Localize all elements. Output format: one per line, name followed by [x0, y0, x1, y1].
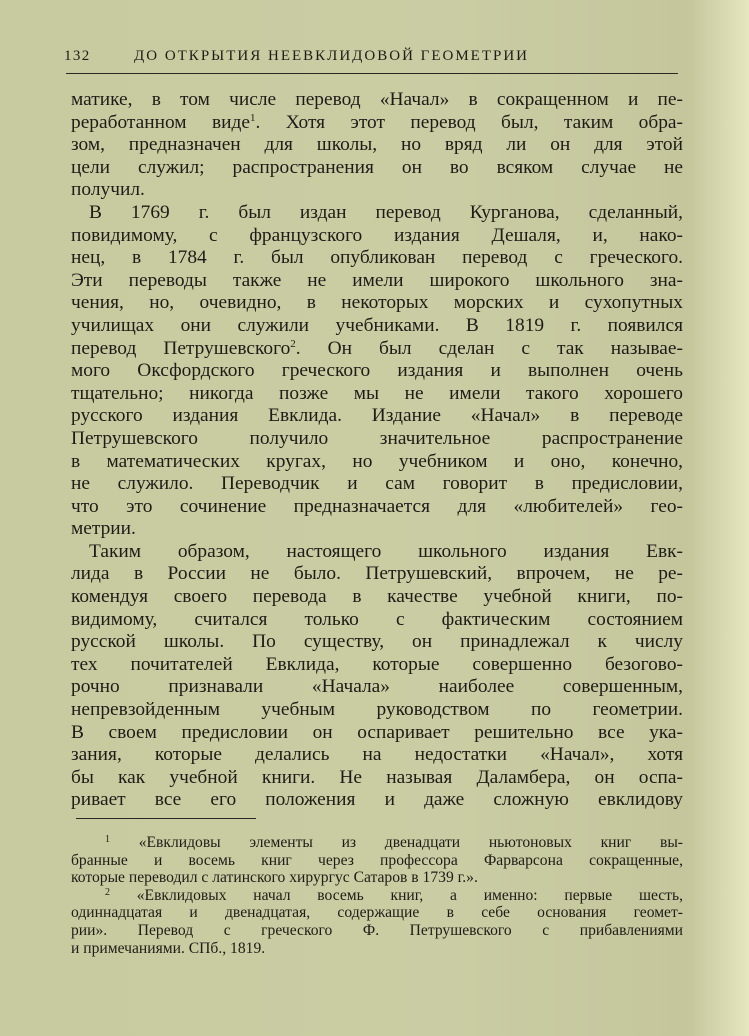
text-line: русского издания Евклида. Издание «Начал» в переводе	[71, 405, 683, 427]
text-line: реработанном виде$^1$. Хотя этот перевод был, таким обра-	[71, 111, 683, 133]
header-rule	[66, 73, 678, 74]
footnote-rule	[76, 818, 256, 819]
footnote-line: $^1$ «Евклидовы элементы из двенадцати ньютоновых книг вы-	[105, 834, 683, 851]
paragraph-3	[71, 541, 683, 812]
footnote-line: $^2$ «Евклидовых начал восемь книг, а именно: первые шесть,	[105, 886, 684, 904]
running-header	[64, 48, 680, 65]
text-line: Петрушевского получило значительное распространение	[71, 427, 683, 449]
footnote-line: одиннадцатая и двенадцатая, содержащие в себе основания геомет-	[71, 904, 683, 922]
text-line: В своем предисловии он оспаривает решительно все ука-	[71, 721, 683, 743]
footnote-line: рии». Перевод с греческого Ф. Петрушевского с прибавлениями	[71, 921, 683, 939]
text-line: повидимому, с французского издания Дешаля, и, нако-	[71, 224, 683, 246]
text-line: бы как учебной книги. Не называя Даламбера, он оспа-	[71, 766, 683, 788]
text-line: непревзойденным учебным руководством по геометрии.	[71, 699, 683, 721]
text-line: чения, но, очевидно, в некоторых морских и сухопутных	[71, 292, 683, 314]
text-line: что это сочинение предназначается для «любителей» гео-	[71, 495, 683, 517]
text-line: рочно признавали «Начала» наиболее совершенным,	[71, 676, 683, 698]
footnote-marker: 2	[105, 886, 110, 898]
footnote-2	[71, 887, 683, 957]
text-line: в математических кругах, но учебником и оно, конечно,	[71, 450, 683, 472]
footnote-ref-2[interactable]: 2	[290, 337, 296, 350]
paragraph-1	[71, 89, 683, 202]
text-line: видимому, считался только с фактическим состоянием	[71, 608, 683, 630]
text-line: тщательно; никогда позже мы не имели такого хорошего	[71, 382, 683, 404]
footnotes	[71, 834, 683, 957]
footnote-line: и примечаниями. СПб., 1819.	[71, 939, 266, 957]
text-line: матике, в том числе перевод «Начал» в сокращенном и пе-	[71, 89, 683, 110]
text-line: зом, предназначен для школы, но вряд ли он для этой	[71, 134, 683, 156]
text-line: В 1769 г. был издан перевод Курганова, сделанный,	[89, 201, 683, 223]
footnote-line: которые переводил с латинского хирургус Сатаров в 1739 г.».	[71, 869, 478, 887]
text-line: тех почитателей Евклида, которые совершенно безогово-	[71, 653, 683, 675]
main-text	[71, 89, 683, 812]
running-title: ДО ОТКРЫТИЯ НЕЕВКЛИДОВОЙ ГЕОМЕТРИИ	[134, 48, 529, 64]
paragraph-2	[71, 202, 683, 541]
text-line: лида в России не было. Петрушевский, впрочем, не ре-	[71, 563, 683, 585]
page-number: 132	[64, 48, 91, 64]
text-line: ривает все его положения и даже сложную евклидову	[71, 789, 683, 811]
text-line: мого Оксфордского греческого издания и выполнен очень	[71, 360, 683, 382]
text-line: Таким образом, настоящего школьного издания Евк-	[89, 540, 683, 562]
text-line: русской школы. По существу, он принадлежал к числу	[71, 631, 683, 653]
footnote-line: бранные и восемь книг через профессора Фарварсона сокращенные,	[71, 851, 683, 869]
footnote-ref-1[interactable]: 1	[249, 111, 256, 124]
text-line: нец, в 1784 г. был опубликован перевод с греческого.	[71, 247, 683, 269]
text-line: зания, которые делались на недостатки «Начал», хотя	[71, 744, 683, 766]
text-line: Эти переводы также не имели широкого школьного зна-	[71, 269, 683, 291]
text-line: не служило. Переводчик и сам говорит в предисловии,	[71, 473, 683, 495]
text-line: училищах они служили учебниками. В 1819 г. появился	[71, 314, 683, 336]
text-line: метрии.	[71, 518, 136, 540]
footnote-1	[71, 834, 683, 887]
text-line: цели служил; распространения он во всяком случае не	[71, 156, 683, 178]
footnote-marker: 1	[105, 834, 110, 845]
text-line: перевод Петрушевского$^2$. Он был сделан с так называе-	[71, 337, 683, 359]
text-line: получил.	[71, 179, 145, 201]
text-line: комендуя своего перевода в качестве учебной книги, по-	[71, 586, 683, 608]
